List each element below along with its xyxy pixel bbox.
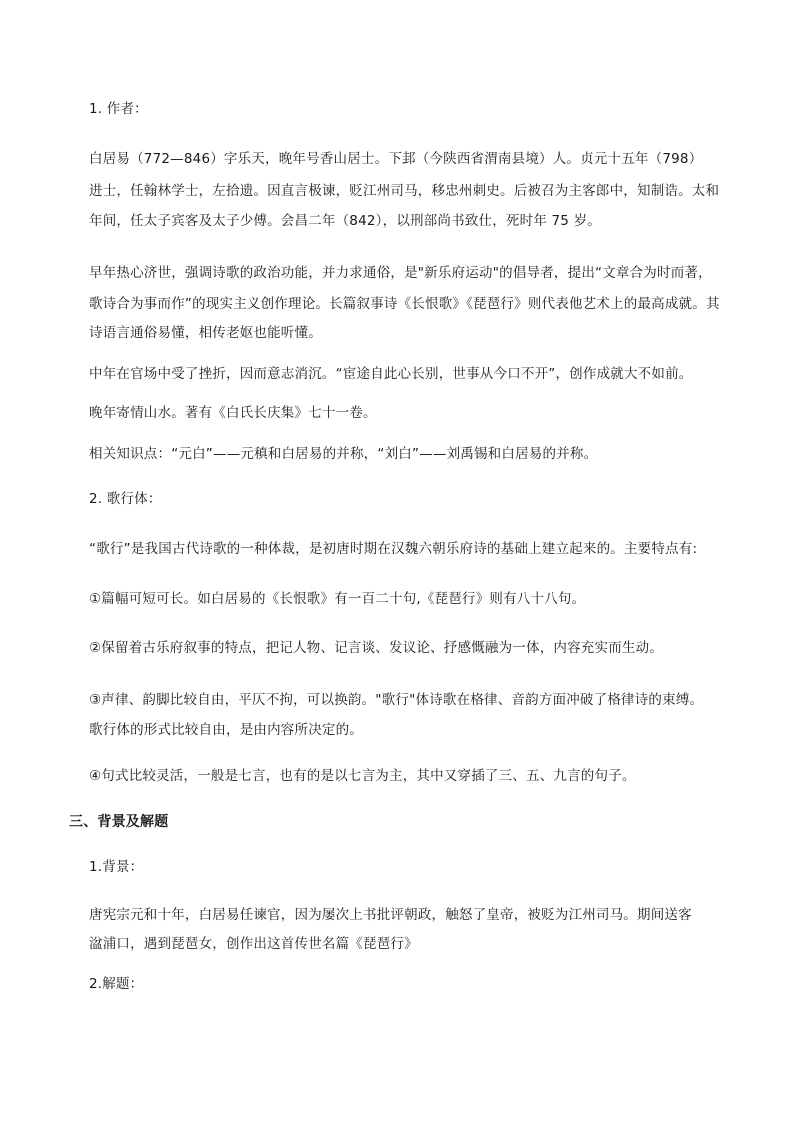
gexingti-point-1: ①篇幅可短可长。如白居易的《长恨歌》有一百二十句,《琵琶行》则有八十八句。	[89, 591, 586, 607]
author-early-line-1: 早年热心济世，强调诗歌的政治功能，并力求通俗，是"新乐府运动"的倡导者，提出“文章合为时而著，	[89, 265, 712, 281]
background-subheading: 1.背景：	[89, 859, 144, 875]
background-line-2: 湓浦口，遇到琵琶女，创作出这首传世名篇《琵琶行》	[89, 936, 418, 952]
author-bio-line-3: 年间，任太子宾客及太子少傅。会昌二年（842），以刑部尚书致仕，死时年 75 岁。	[89, 213, 601, 229]
author-late-line: 晚年寄情山水。著有《白氏长庆集》七十一卷。	[89, 405, 377, 421]
author-heading: 1. 作者：	[89, 101, 148, 117]
author-bio-line-2: 进士，任翰林学士，左拾遗。因直言极谏，贬江州司马，移忠州刺史。后被召为主客郎中，知制诰。太和	[89, 183, 720, 199]
gexingti-point-3-line-1: ③声律、韵脚比较自由，平仄不拘，可以换韵。"歌行"体诗歌在格律、音韵方面冲破了格律诗的束缚。	[89, 692, 704, 708]
background-section-title: 三、背景及解题	[69, 814, 169, 830]
gexingti-intro: “歌行”是我国古代诗歌的一种体裁，是初唐时期在汉魏六朝乐府诗的基础上建立起来的。主要特点有:	[89, 541, 698, 557]
gexingti-point-3-line-2: 歌行体的形式比较自由，是由内容所决定的。	[89, 722, 363, 738]
author-related-line: 相关知识点：“元白”——元稹和白居易的并称，“刘白”——刘禹锡和白居易的并称。	[89, 446, 598, 462]
background-line-1: 唐宪宗元和十年，白居易任谏官，因为屡次上书批评朝政，触怒了皇帝，被贬为江州司马。期间送客	[89, 907, 692, 923]
author-middle-line: 中年在官场中受了挫折，因而意志消沉。“宦途自此心长别，世事从今口不开”，创作成就大不如前。	[89, 366, 693, 382]
gexingti-heading: 2. 歌行体：	[89, 491, 162, 507]
gexingti-point-2: ②保留着古乐府叙事的特点，把记人物、记言谈、发议论、抒感慨融为一体，内容充实而生动。	[89, 640, 664, 656]
author-early-line-3: 诗语言通俗易懂，相传老妪也能听懂。	[89, 325, 322, 341]
author-bio-line-1: 白居易（772—846）字乐天，晚年号香山居士。下邽（今陕西省渭南县境）人。贞元十五年（798）	[89, 151, 703, 167]
explanation-subheading: 2.解题：	[89, 976, 144, 992]
gexingti-point-4: ④句式比较灵活，一般是七言，也有的是以七言为主，其中又穿插了三、五、九言的句子。	[89, 768, 636, 784]
author-early-line-2: 歌诗合为事而作”的现实主义创作理论。长篇叙事诗《长恨歌》《琵琶行》则代表他艺术上的最高成就。其	[89, 296, 720, 312]
